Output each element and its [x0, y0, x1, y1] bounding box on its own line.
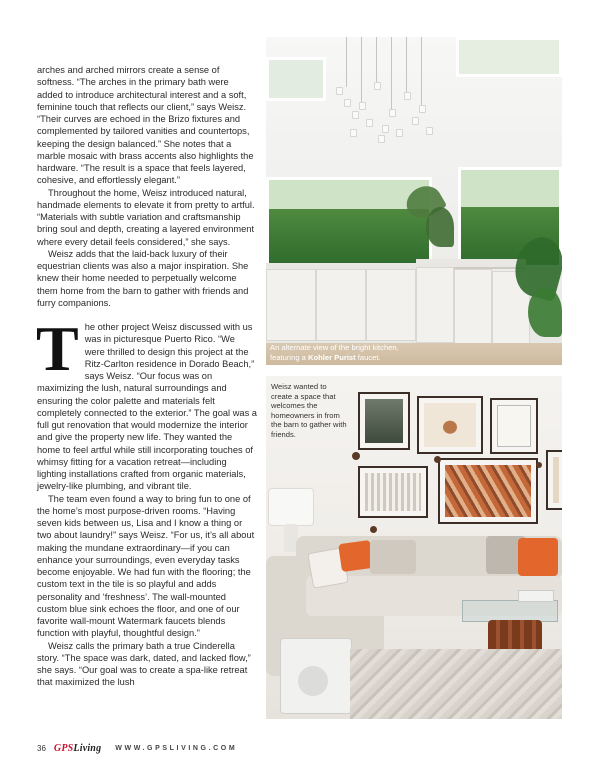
- dropcap-paragraph-text: he other project Weisz discussed with us was in picturesque Puerto Rico. “We were thrilled to design this project at the Ritz-Carlton residence in Dorado Beach,” says Weisz. “Our focus was on maximizing the lush, natural surroundings and ensuring the color palette and materials felt completely connected to the exterior.” The goal was a full gut renovation that would modernize the interior and give the property new life. They wanted the home to feel artful while still incorporating touches of whimsy fitting for a vacation retreat—including lighting installations crafted from organic materials, jewelry-like plumbing, and vibrant tile.: [37, 322, 257, 492]
- logo-gps: GPS: [53, 742, 74, 754]
- kitchen-photo: [266, 37, 562, 365]
- caption-text: An alternate view of the bright kitchen, featuring a: [270, 343, 399, 362]
- magazine-logo: [54, 743, 101, 754]
- page-number: 36: [37, 743, 46, 753]
- article-paragraph: arches and arched mirrors create a sense of softness. “The arches in the primary bath were added to introduce architectural interest and a soft, feminine touch that reflects our client,” says Weisz. “Their curves are echoed in the Brizo fixtures and complemented by tailored vanities and countertops, keeping the design balanced.” She notes that a marble mosaic with brass accents also highlights the hardware. “The result is a space that feels layered, cohesive, and effortlessly elegant.”: [37, 65, 254, 186]
- article-paragraph-dropcap: [36, 313, 257, 493]
- article-body: [37, 64, 257, 689]
- living-room-caption: Weisz wanted to create a space that welcomes the homeowners in from the barn to gather with friends.: [271, 382, 347, 439]
- article-paragraph: The team even found a way to bring fun to one of the home’s most purpose-driven rooms. “Having seven kids between us, Lisa and I know a thing or two about laundry!” says Weisz. “For us, it’s all about making the mundane extraordinary—if you can enhance your surroundings, even everyday tasks become enjoyable. We had fun with the flooring; the custom text in the tile is so playful and adds personality and ‘freshness’. The wall-mounted custom blue sink echoes the floor, and one of our favorite wall-mount Watermark faucets blends function with playful, thoughtful design.”: [37, 493, 255, 639]
- caption-text-end: faucet.: [355, 352, 381, 362]
- logo-living: Living: [73, 742, 102, 754]
- website-url: WWW.GPSLIVING.COM: [115, 744, 238, 752]
- article-paragraph: Weisz adds that the laid-back luxury of their equestrian clients was also a major inspiration. She knew their home needed to perpetually welcome them home from the barn to gather with friends and furry companions.: [37, 248, 249, 308]
- article-paragraph: Weisz calls the primary bath a true Cinderella story. “The space was dark, dated, and lacked flow,” she says. “Our goal was to create a spa-like retreat that maximized the lush: [37, 640, 251, 688]
- caption-brand: Kohler Purist: [308, 352, 356, 362]
- page-footer: [37, 741, 437, 755]
- article-paragraph: Throughout the home, Weisz introduced natural, handmade elements to elevate it from pretty to artful. “Materials with subtle variation and craftsmanship bring soul and depth, creating a layered environment where every detail feels considered,” she says.: [37, 187, 255, 247]
- kitchen-caption: [270, 343, 420, 362]
- drop-cap: T: [36, 313, 79, 384]
